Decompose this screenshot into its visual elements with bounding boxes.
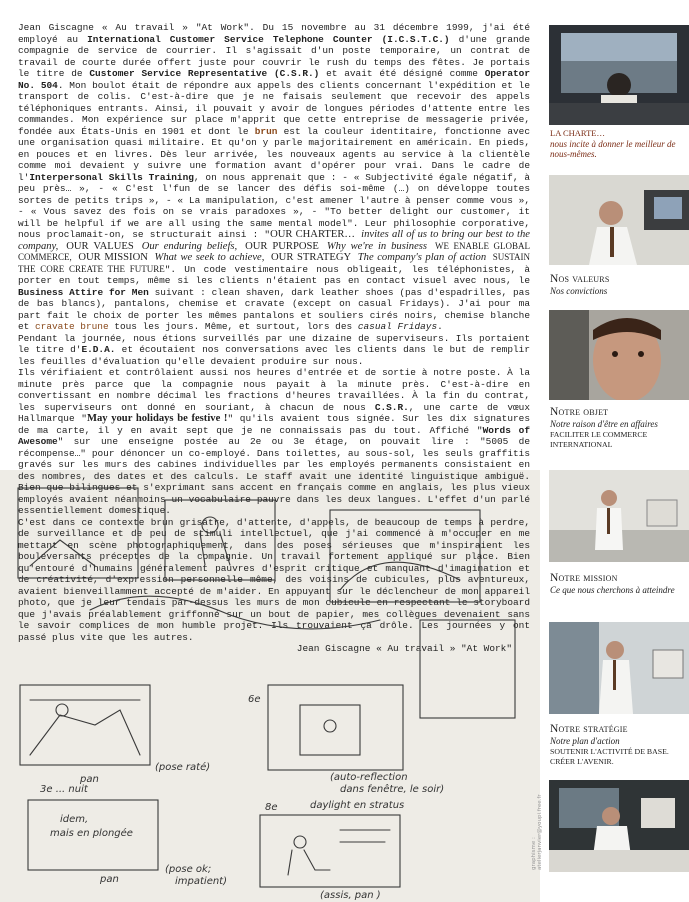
article-paragraph-3: Ils vérifiaient et contrôlaient aussi nos heures d'entrée et de sortie à notre poste. À la minute près parce que la compagnie nous payait à la minute près. C'est-à-dire en convertissant en nombre décimal les fractions d'heures travaillées. À la fin du contrat, les superviseurs ont donné en souriant, à chacun de nous C.S.R., une carte de vœux Hallmarque "May your holidays be festive !" qu'ils avaient tous signée. Sur les dix signatures de ma carte, il y en avait sept que je ne connaissais pas du tout. Affiché "Words of Awesome" sur une enseigne postée au 2e ou 3e étage, on pouvait lire : "5005 de récompense…" pour dénoncer un co-employé. Dans toilettes, au sous-sol, les seuls graffitis gravés sur les murs des cabines individuelles par les employés permanents consistaient en des nombres, des dates et des calculs. Le staff avait une identité linguistique ambiguë. Bien que bilingues et s'exprimant sans accent en français comme en anglais, les plus vieux employés avaient néanmoins un vocabulaire pauvre dans les deux langues. L'effet d'un parlé essentiellement domestique. <box>18 367 531 516</box>
photo-office-phone <box>549 622 689 714</box>
design-credit: graphisme : atelierjanvier@youpi.free.fr <box>531 794 543 870</box>
caption-strategy: Notre stratégie Notre plan d'action SOUTENIR L'ACTIVITÉ DE BASE. CRÉER L'AVENIR. <box>550 723 669 766</box>
photo-office-window <box>549 25 689 125</box>
sketch-label-reflection-1: (auto-reflection <box>330 772 408 783</box>
caption-charter: LA CHARTE… nous incite à donner le meilleur de nous-mêmes. <box>550 128 676 159</box>
photo-headset-desk <box>549 175 689 265</box>
article-paragraph-2: Pendant la journée, nous étions surveillés par une dizaine de superviseurs. Ils portaient le titre d'E.D.A. et écoutaient nos conversations avec les clients dans le but de remplir les feuilles d'évaluation qu'elle devaient produire sur nous. <box>18 332 530 367</box>
photo-office-seated <box>549 780 689 872</box>
sketch-label-pan-2: pan <box>100 874 119 885</box>
sketch-label-8e: 8e <box>265 802 278 813</box>
sketch-label-assis: (assis, pan ) <box>320 890 381 901</box>
sketch-label-impatient: impatient) <box>175 876 228 887</box>
article-paragraph-4: C'est dans ce contexte brun grisâtre, d'attente, d'appels, de beaucoup de temps à perdre, de surveillance et de peu de stimuli intellectuel, que j'ai commencé à m'occuper en me mettant en scène photographiquement, dans des poses sérieuses que m'inspiraient les bouleversants préceptes de la compagnie. Un travail fortement appliqué sur place. Bien qu'entouré d'humains généralement pauvres d'esprit critique et manquant d'imagination et de créativité, d'expression personnelle même, des voisins de cubicules, plus aventureux, avaient bienveillamment accepté de m'aider. En appuyant sur le déclencheur de mon appareil photo, que je leur tendais par-dessus les murs de mon cubicule en respectant le storyboard que j'avais préalablement griffonné sur un bout de papier, mes collègues devenaient sans le savoir complices de mon humble projet. Ils trouvaient ça drôle. Les journées y ont passé plus vite que les autres. <box>18 516 530 643</box>
sketch-label-6e: 6e <box>248 694 261 705</box>
sketch-label-pose-rate: (pose raté) <box>155 762 211 773</box>
sketch-label-reflection-2: dans fenêtre, le soir) <box>340 784 445 795</box>
article-paragraph-1: Jean Giscagne « Au travail » "At Work". Du 15 novembre au 31 décembre 1999, j'ai été employé au International Customer Service Telephone Counter (I.C.S.T.C.) d'une grande compagnie de service de courrier. Il s'agissait d'un poste temporaire, un contrat de travail de courte durée offert juste pour couvrir le rush du temps des fêtes. Je portais le titre de Customer Service Representative (C.S.R.) et avait été désigné comme Operator No. 504. Mon boulot était de répondre aux appels des clients concernant l'expédition et le transport de colis. C'est-à-dire que je ne faisais seulement que recevoir des appels téléphoniques entrants. Ainsi, il pouvait y avoir de longues périodes d'attente entre les commandes. Mon expérience sur place m'apprit que cette entreprise de messagerie privée, fondée aux États-Unis en 1901 et dont le brun est la couleur identitaire, fonctionne avec une organisation quasi militaire. Et qu'on y parle majoritairement en américain. En pieds, en pouces et en livres. Dès leur arrivée, les nouveaux agents au service à la clientèle comme moi devaient y suivre une formation avant d'opérer pour vrai. Dans le cadre de l'Interpersonal Skills Training, on nous apprenait que : - « Subjectivité égale négatif, à peu près… », - « C'est l'fun de se lancer des défis soi-même (…) on développe toutes sortes de petits trips », - « La manipulation, c'est amener l'autre à penser comme vous », - « Vous savez des fois on se vrais paradoxes », - "To better delight our customer, it will be helpful if we are all using the same mental model". Leur philosophie corporative, nous proclamait-on, se structurait ainsi : "OUR CHARTER… invites all of us to bring our best to the company, OUR VALUES Our enduring beliefs, OUR PURPOSE Why we're in business WE ENABLE GLOBAL COMMERCE, OUR MISSION What we seek to achieve, OUR STRATEGY The company's plan of action SUSTAIN THE CORE CREATE THE FUTURE". Un code vestimentaire nous obligeait, les téléphonistes, à porter en tout temps, même si les clients n'étaient pas en contact visuel avec nous, le Business Attire for Men suivant : clean shaven, dark leather shoes (pas d'espadrilles, pas de bas blancs), pantalons, chemise et cravate (except on casual Fridays). J'ai pour ma part fait le choix de porter les mêmes pantalons et souliers cirés noirs, chemise blanche et cravate brune tous les jours. Même, et surtout, lors des casual Fridays. <box>18 22 531 332</box>
article-signature: Jean Giscagne « Au travail » "At Work" <box>296 643 512 654</box>
sketch-label-daylight: daylight en stratus <box>310 800 405 811</box>
sketch-label-idem: idem, <box>60 814 89 825</box>
article-text <box>18 22 530 655</box>
caption-object: Notre objet Notre raison d'être en affaires FACILITER LE COMMERCE INTERNATIONAL <box>550 406 658 449</box>
sketch-label-pan: pan <box>80 774 99 785</box>
caption-values: Nos valeurs Nos convictions <box>550 273 610 296</box>
sketch-label-plongee: mais en plongée <box>50 828 133 839</box>
photo-office-standing <box>549 470 689 562</box>
photo-closeup-face <box>549 310 689 400</box>
sketch-label-3e: 3e ... nuit <box>40 784 88 795</box>
caption-mission: Notre mission Ce que nous cherchons à atteindre <box>550 572 675 595</box>
sketch-label-pose-ok: (pose ok; <box>165 864 212 875</box>
